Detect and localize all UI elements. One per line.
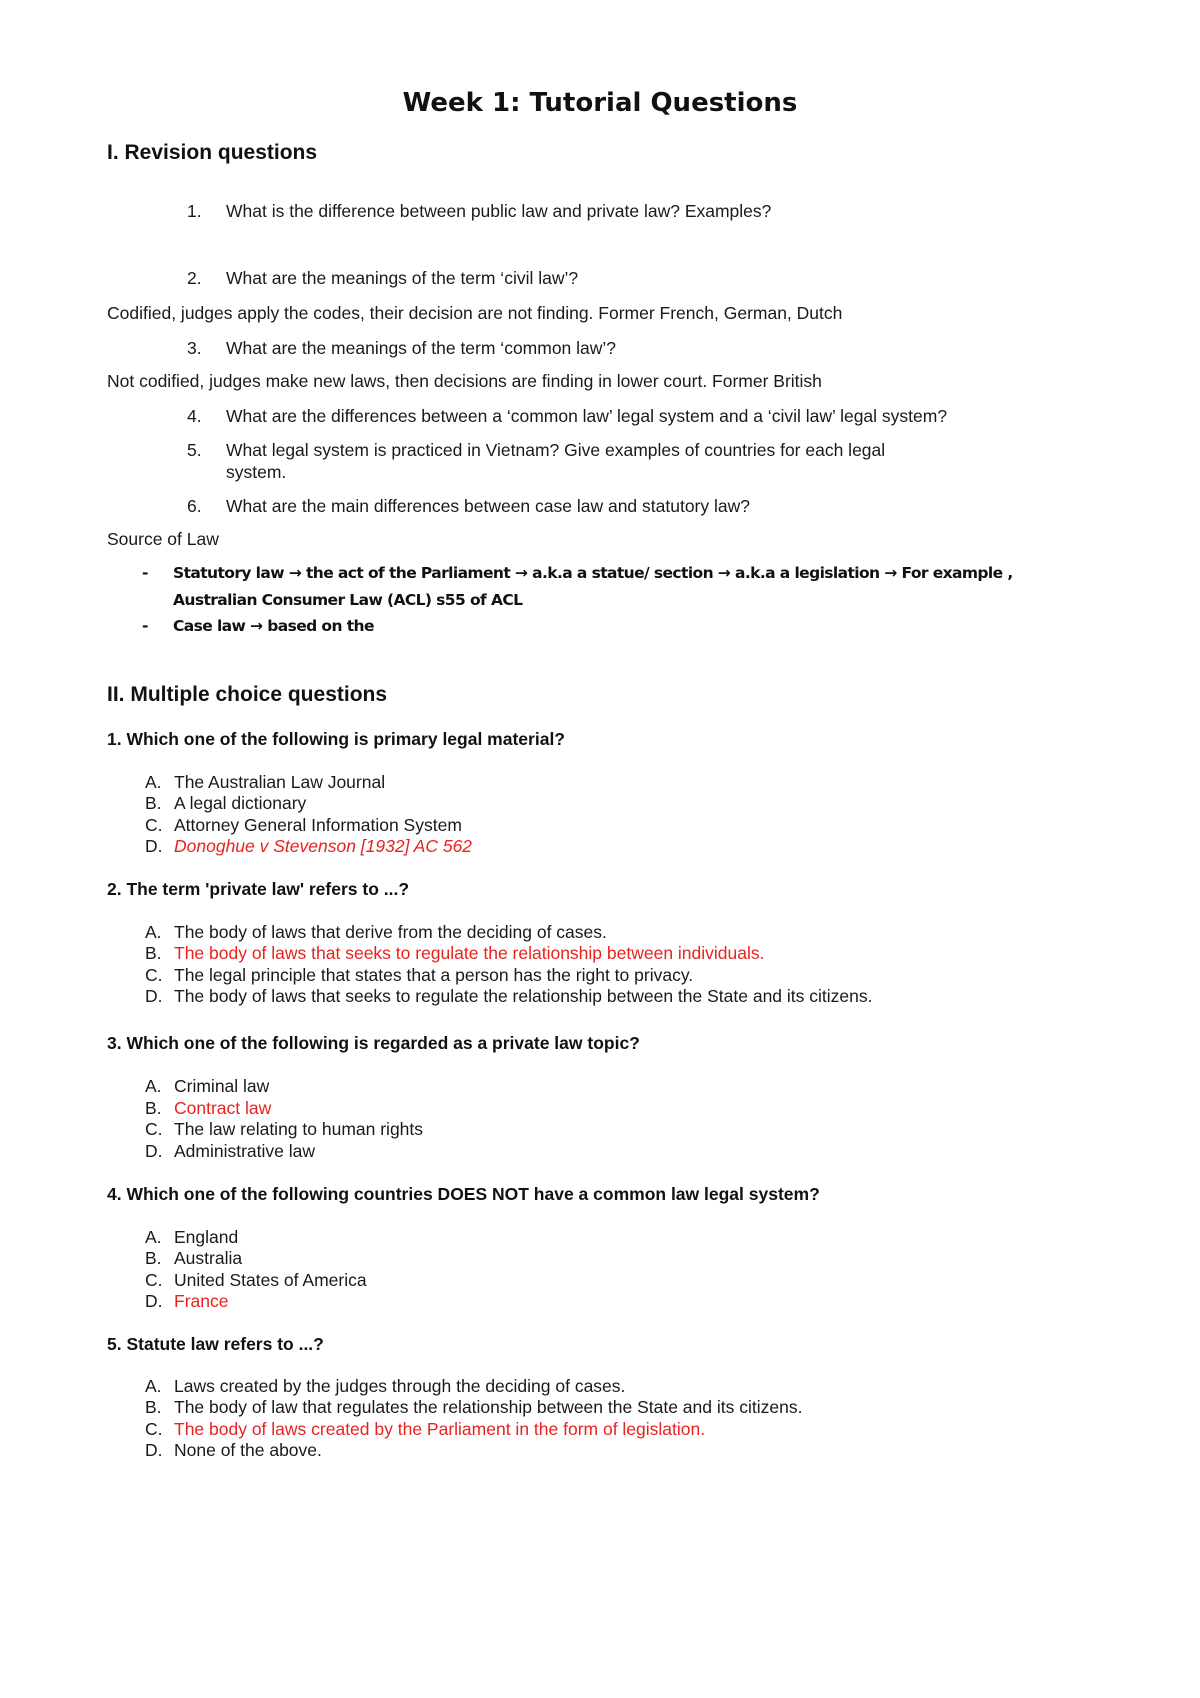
bullet-statutory-law-line1: Statutory law → the act of the Parliament → a.k.a a statue/ section → a.k.a a legislation → For example , bbox=[173, 564, 1013, 582]
question-number: 5. bbox=[187, 440, 202, 460]
option-text: Laws created by the judges through the deciding of cases. bbox=[174, 1376, 626, 1396]
option-letter: A. bbox=[145, 1227, 162, 1247]
revision-question-5-line1: What legal system is practiced in Vietnam? Give examples of countries for each legal bbox=[226, 440, 886, 460]
question-number: 2. bbox=[187, 268, 202, 288]
option-letter: D. bbox=[145, 986, 163, 1006]
option-text: Administrative law bbox=[174, 1141, 316, 1161]
option-text: A legal dictionary bbox=[174, 793, 307, 813]
option-text: The law relating to human rights bbox=[174, 1119, 424, 1139]
mcq-question-3: 3. Which one of the following is regarded as a private law topic? bbox=[107, 1033, 640, 1053]
option-letter: B. bbox=[145, 793, 162, 813]
revision-question-3: What are the meanings of the term ‘common law’? bbox=[226, 338, 617, 358]
option-text: The Australian Law Journal bbox=[174, 772, 386, 792]
question-number: 3. bbox=[187, 338, 202, 358]
mcq-question-4: 4. Which one of the following countries DOES NOT have a common law legal system? bbox=[107, 1184, 820, 1204]
option-letter: C. bbox=[145, 815, 163, 835]
mcq-question-5: 5. Statute law refers to ...? bbox=[107, 1334, 324, 1354]
option-letter: D. bbox=[145, 836, 163, 856]
page-title: Week 1: Tutorial Questions bbox=[402, 88, 798, 118]
option-letter: A. bbox=[145, 772, 162, 792]
mcq-question-2: 2. The term 'private law' refers to ...? bbox=[107, 879, 410, 899]
source-of-law-label: Source of Law bbox=[107, 529, 219, 549]
option-letter: B. bbox=[145, 943, 162, 963]
option-text-correct-answer: France bbox=[174, 1291, 229, 1311]
revision-question-6: What are the main differences between case law and statutory law? bbox=[226, 496, 750, 516]
option-letter: C. bbox=[145, 1419, 163, 1439]
revision-question-1: What is the difference between public law and private law? Examples? bbox=[226, 201, 772, 221]
option-text: United States of America bbox=[174, 1270, 367, 1290]
option-text: England bbox=[174, 1227, 239, 1247]
option-text-correct-answer: The body of laws that seeks to regulate the relationship between individuals. bbox=[174, 943, 765, 963]
section-heading-revision: I. Revision questions bbox=[107, 141, 318, 164]
option-letter: C. bbox=[145, 965, 163, 985]
answer-note-common-law: Not codified, judges make new laws, then decisions are finding in lower court. Former British bbox=[107, 371, 822, 391]
bullet-case-law: Case law → based on the bbox=[173, 617, 374, 635]
option-letter: C. bbox=[145, 1119, 163, 1139]
revision-question-2: What are the meanings of the term ‘civil law’? bbox=[226, 268, 579, 288]
option-text: None of the above. bbox=[174, 1440, 322, 1460]
option-letter: A. bbox=[145, 1376, 162, 1396]
option-text: The body of law that regulates the relationship between the State and its citizens. bbox=[174, 1397, 803, 1417]
bullet-dash: - bbox=[142, 617, 149, 635]
mcq-question-1: 1. Which one of the following is primary legal material? bbox=[107, 729, 565, 749]
bullet-statutory-law-line2: Australian Consumer Law (ACL) s55 of ACL bbox=[173, 591, 523, 609]
answer-note-civil-law: Codified, judges apply the codes, their decision are not finding. Former French, German, Dutch bbox=[107, 303, 843, 323]
option-letter: A. bbox=[145, 1076, 162, 1096]
option-letter: D. bbox=[145, 1440, 163, 1460]
bullet-dash: - bbox=[142, 564, 149, 582]
option-letter: B. bbox=[145, 1248, 162, 1268]
option-text: The legal principle that states that a person has the right to privacy. bbox=[174, 965, 694, 985]
revision-question-4: What are the differences between a ‘common law’ legal system and a ‘civil law’ legal system? bbox=[226, 406, 948, 426]
option-letter: D. bbox=[145, 1141, 163, 1161]
question-number: 1. bbox=[187, 201, 202, 221]
option-letter: B. bbox=[145, 1397, 162, 1417]
revision-question-5-line2: system. bbox=[226, 462, 287, 482]
option-text: The body of laws that derive from the deciding of cases. bbox=[174, 922, 607, 942]
option-letter: D. bbox=[145, 1291, 163, 1311]
option-text: Attorney General Information System bbox=[174, 815, 462, 835]
option-letter: C. bbox=[145, 1270, 163, 1290]
option-letter: A. bbox=[145, 922, 162, 942]
question-number: 4. bbox=[187, 406, 202, 426]
option-letter: B. bbox=[145, 1098, 162, 1118]
option-text-correct-answer: Contract law bbox=[174, 1098, 272, 1118]
option-text-correct-answer: The body of laws created by the Parliament in the form of legislation. bbox=[174, 1419, 706, 1439]
option-text: Australia bbox=[174, 1248, 243, 1268]
option-text: The body of laws that seeks to regulate the relationship between the State and its citizens. bbox=[174, 986, 873, 1006]
section-heading-multiple-choice: II. Multiple choice questions bbox=[107, 683, 388, 706]
option-text: Criminal law bbox=[174, 1076, 270, 1096]
option-text-correct-answer: Donoghue v Stevenson [1932] AC 562 bbox=[174, 836, 473, 856]
question-number: 6. bbox=[187, 496, 202, 516]
